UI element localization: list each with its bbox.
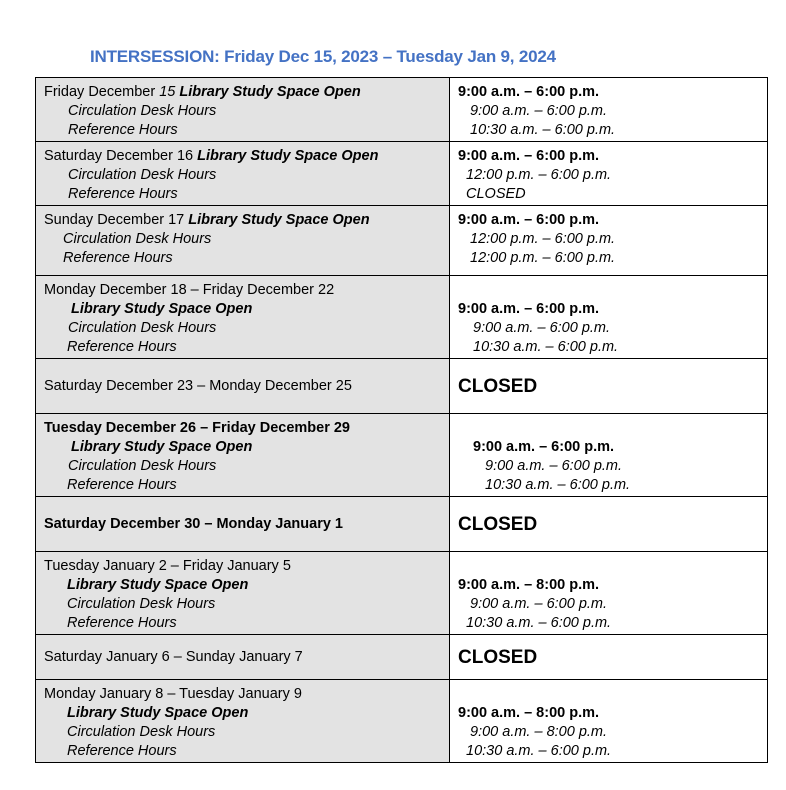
day-cell xyxy=(36,414,450,497)
reference-hours: 10:30 a.m. – 6:00 p.m. xyxy=(466,743,612,759)
day-cell xyxy=(36,497,450,552)
circulation-hours: 9:00 a.m. – 8:00 p.m. xyxy=(470,724,608,740)
table-row xyxy=(36,680,768,763)
circulation-label: Circulation Desk Hours xyxy=(67,596,216,612)
study-space-hours: 9:00 a.m. – 8:00 p.m. xyxy=(458,577,600,593)
day-number: 15 xyxy=(159,84,176,100)
table-row xyxy=(36,497,768,552)
hours-cell xyxy=(450,142,768,206)
circulation-hours: 12:00 p.m. – 6:00 p.m. xyxy=(470,231,616,247)
day-cell xyxy=(36,635,450,680)
circulation-hours: 9:00 a.m. – 6:00 p.m. xyxy=(473,320,611,336)
reference-label: Reference Hours xyxy=(67,477,177,493)
reference-label: Reference Hours xyxy=(68,122,178,138)
hours-cell xyxy=(450,552,768,635)
day-cell xyxy=(36,206,450,276)
table-row xyxy=(36,206,768,276)
day-cell xyxy=(36,276,450,359)
circulation-hours: 9:00 a.m. – 6:00 p.m. xyxy=(470,103,608,119)
hours-cell xyxy=(450,635,768,680)
table-row xyxy=(36,78,768,142)
hours-cell xyxy=(450,414,768,497)
hours-cell xyxy=(450,206,768,276)
day-cell xyxy=(36,142,450,206)
table-row xyxy=(36,552,768,635)
day-label: Saturday December 16 xyxy=(44,148,194,164)
study-space-hours: 9:00 a.m. – 6:00 p.m. xyxy=(458,212,600,228)
study-space-label: Library Study Space Open xyxy=(67,705,249,721)
page-title: INTERSESSION: Friday Dec 15, 2023 – Tuesday Jan 9, 2024 xyxy=(90,47,556,66)
circulation-hours: 9:00 a.m. – 6:00 p.m. xyxy=(470,596,608,612)
day-cell xyxy=(36,359,450,414)
day-cell xyxy=(36,78,450,142)
day-label: Monday December 18 – Friday December 22 xyxy=(44,282,335,298)
day-label: Tuesday January 2 – Friday January 5 xyxy=(44,558,291,574)
study-space-hours: 9:00 a.m. – 6:00 p.m. xyxy=(473,439,615,455)
reference-hours: 10:30 a.m. – 6:00 p.m. xyxy=(466,615,612,631)
reference-label: Reference Hours xyxy=(67,615,177,631)
table-row xyxy=(36,635,768,680)
reference-hours: 10:30 a.m. – 6:00 p.m. xyxy=(485,477,631,493)
study-space-label: Library Study Space Open xyxy=(67,577,249,593)
closed-status: CLOSED xyxy=(458,646,538,668)
schedule-table xyxy=(35,77,768,763)
day-label: Saturday December 23 – Monday December 25 xyxy=(44,377,352,394)
day-label: Tuesday December 26 – Friday December 29 xyxy=(44,420,351,436)
circulation-label: Circulation Desk Hours xyxy=(68,320,217,336)
study-space-hours: 9:00 a.m. – 6:00 p.m. xyxy=(458,301,600,317)
hours-cell xyxy=(450,78,768,142)
circulation-label: Circulation Desk Hours xyxy=(68,167,217,183)
reference-label: Reference Hours xyxy=(63,250,173,266)
day-label: Sunday December 17 xyxy=(44,212,185,228)
hours-cell xyxy=(450,497,768,552)
study-space-label: Library Study Space Open xyxy=(71,439,253,455)
study-space-label: Library Study Space Open xyxy=(197,148,379,164)
day-label: Saturday January 6 – Sunday January 7 xyxy=(44,648,303,665)
reference-hours: 10:30 a.m. – 6:00 p.m. xyxy=(473,339,619,355)
study-space-label: Library Study Space Open xyxy=(179,84,361,100)
table-row xyxy=(36,276,768,359)
closed-status: CLOSED xyxy=(458,513,538,535)
table-row xyxy=(36,414,768,497)
circulation-label: Circulation Desk Hours xyxy=(63,231,212,247)
circulation-hours: 12:00 p.m. – 6:00 p.m. xyxy=(466,167,612,183)
day-label: Friday December xyxy=(44,84,160,100)
circulation-label: Circulation Desk Hours xyxy=(68,103,217,119)
reference-status: CLOSED xyxy=(466,186,526,202)
day-label: Monday January 8 – Tuesday January 9 xyxy=(44,686,302,702)
table-row xyxy=(36,359,768,414)
day-label: Saturday December 30 – Monday January 1 xyxy=(44,515,343,532)
study-space-hours: 9:00 a.m. – 6:00 p.m. xyxy=(458,84,600,100)
reference-label: Reference Hours xyxy=(67,743,177,759)
reference-label: Reference Hours xyxy=(67,339,177,355)
table-row xyxy=(36,142,768,206)
circulation-label: Circulation Desk Hours xyxy=(68,458,217,474)
reference-hours: 12:00 p.m. – 6:00 p.m. xyxy=(470,250,616,266)
reference-hours: 10:30 a.m. – 6:00 p.m. xyxy=(470,122,616,138)
study-space-label: Library Study Space Open xyxy=(71,301,253,317)
circulation-hours: 9:00 a.m. – 6:00 p.m. xyxy=(485,458,623,474)
study-space-hours: 9:00 a.m. – 8:00 p.m. xyxy=(458,705,600,721)
day-cell xyxy=(36,680,450,763)
day-cell xyxy=(36,552,450,635)
hours-cell xyxy=(450,359,768,414)
hours-cell xyxy=(450,276,768,359)
circulation-label: Circulation Desk Hours xyxy=(67,724,216,740)
study-space-hours: 9:00 a.m. – 6:00 p.m. xyxy=(458,148,600,164)
hours-cell xyxy=(450,680,768,763)
study-space-label: Library Study Space Open xyxy=(188,212,370,228)
closed-status: CLOSED xyxy=(458,375,538,397)
reference-label: Reference Hours xyxy=(68,186,178,202)
